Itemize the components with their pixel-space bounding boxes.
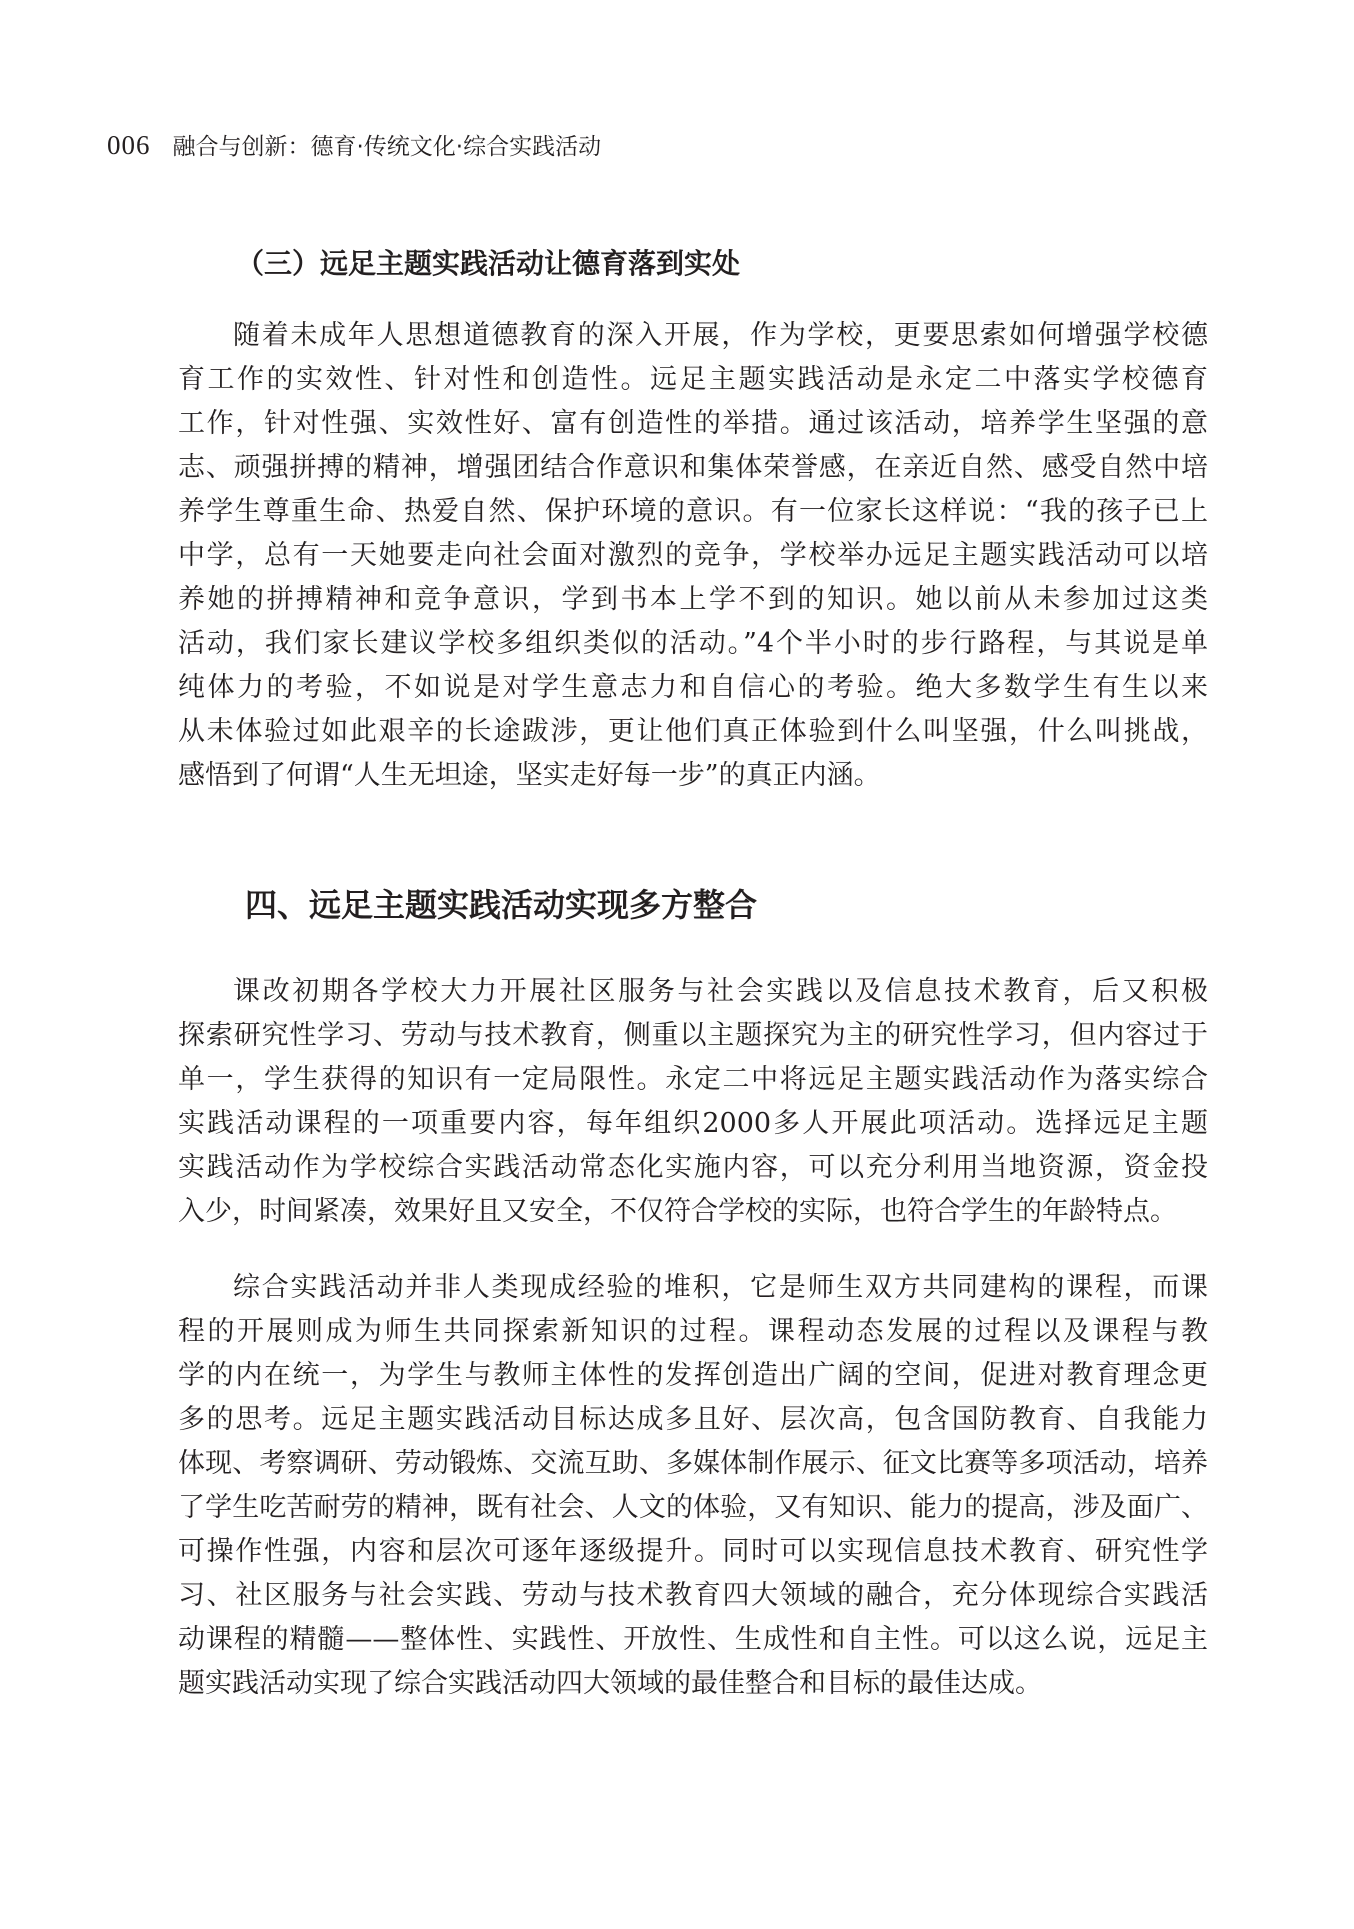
paragraph-line: 入少，时间紧凑，效果好且又安全，不仅符合学校的实际，也符合学生的年龄特点。: [178, 1196, 1177, 1227]
book-title: 融合与创新：德育·传统文化·综合实践活动: [172, 134, 602, 160]
paragraph-line: 随着未成年人思想道德教育的深入开展，作为学校，更要思索如何增强学校德: [233, 320, 1208, 351]
paragraph-line: 中学，总有一天她要走向社会面对激烈的竞争，学校举办远足主题实践活动可以培: [178, 540, 1208, 571]
paragraph-line: 养学生尊重生命、热爱自然、保护环境的意识。有一位家长这样说：“我的孩子已上: [178, 496, 1208, 527]
paragraph-line: 题实践活动实现了综合实践活动四大领域的最佳整合和目标的最佳达成。: [178, 1668, 1042, 1699]
paragraph-line: 感悟到了何谓“人生无坦途，坚实走好每一步”的真正内涵。: [178, 760, 881, 791]
paragraph-line: 从未体验过如此艰辛的长途跋涉，更让他们真正体验到什么叫坚强，什么叫挑战，: [178, 716, 1208, 747]
paragraph-line: 综合实践活动并非人类现成经验的堆积，它是师生双方共同建构的课程，而课: [233, 1272, 1208, 1303]
paragraph-line: 程的开展则成为师生共同探索新知识的过程。课程动态发展的过程以及课程与教: [178, 1316, 1208, 1347]
paragraph-line: 动课程的精髓——整体性、实践性、开放性、生成性和自主性。可以这么说，远足主: [178, 1624, 1208, 1655]
paragraph-line: 育工作的实效性、针对性和创造性。远足主题实践活动是永定二中落实学校德育: [178, 364, 1208, 395]
paragraph-line: 实践活动课程的一项重要内容，每年组织2000多人开展此项活动。选择远足主题: [178, 1108, 1208, 1139]
paragraph-line: 体现、考察调研、劳动锻炼、交流互助、多媒体制作展示、征文比赛等多项活动，培养: [178, 1448, 1208, 1479]
paragraph-line: 工作，针对性强、实效性好、富有创造性的举措。通过该活动，培养学生坚强的意: [178, 408, 1208, 439]
paragraph-2: [178, 970, 1208, 1234]
paragraph-1: [178, 314, 1208, 798]
running-header: [107, 128, 601, 164]
paragraph-line: 纯体力的考验，不如说是对学生意志力和自信心的考验。绝大多数学生有生以来: [178, 672, 1208, 703]
paragraph-line: 了学生吃苦耐劳的精神，既有社会、人文的体验，又有知识、能力的提高，涉及面广、: [178, 1492, 1208, 1523]
paragraph-line: 学的内在统一，为学生与教师主体性的发挥创造出广阔的空间，促进对教育理念更: [178, 1360, 1208, 1391]
paragraph-line: 可操作性强，内容和层次可逐年逐级提升。同时可以实现信息技术教育、研究性学: [178, 1536, 1208, 1567]
paragraph-line: 习、社区服务与社会实践、劳动与技术教育四大领域的融合，充分体现综合实践活: [178, 1580, 1208, 1611]
paragraph-line: 活动，我们家长建议学校多组织类似的活动。”4个半小时的步行路程，与其说是单: [178, 628, 1208, 659]
paragraph-line: 单一，学生获得的知识有一定局限性。永定二中将远足主题实践活动作为落实综合: [178, 1064, 1208, 1095]
paragraph-line: 课改初期各学校大力开展社区服务与社会实践以及信息技术教育，后又积极: [233, 976, 1208, 1007]
paragraph-3: [178, 1266, 1208, 1706]
section-heading: 四、远足主题实践活动实现多方整合: [245, 886, 758, 924]
paragraph-line: 实践活动作为学校综合实践活动常态化实施内容，可以充分利用当地资源，资金投: [178, 1152, 1208, 1183]
page-number: 006: [107, 130, 151, 160]
paragraph-line: 养她的拼搏精神和竞争意识，学到书本上学不到的知识。她以前从未参加过这类: [178, 584, 1208, 615]
paragraph-line: 探索研究性学习、劳动与技术教育，侧重以主题探究为主的研究性学习，但内容过于: [178, 1020, 1208, 1051]
paragraph-line: 志、顽强拼搏的精神，增强团结合作意识和集体荣誉感，在亲近自然、感受自然中培: [178, 452, 1208, 483]
paragraph-line: 多的思考。远足主题实践活动目标达成多且好、层次高，包含国防教育、自我能力: [178, 1404, 1208, 1435]
subsection-heading: （三）远足主题实践活动让德育落到实处: [236, 247, 741, 280]
